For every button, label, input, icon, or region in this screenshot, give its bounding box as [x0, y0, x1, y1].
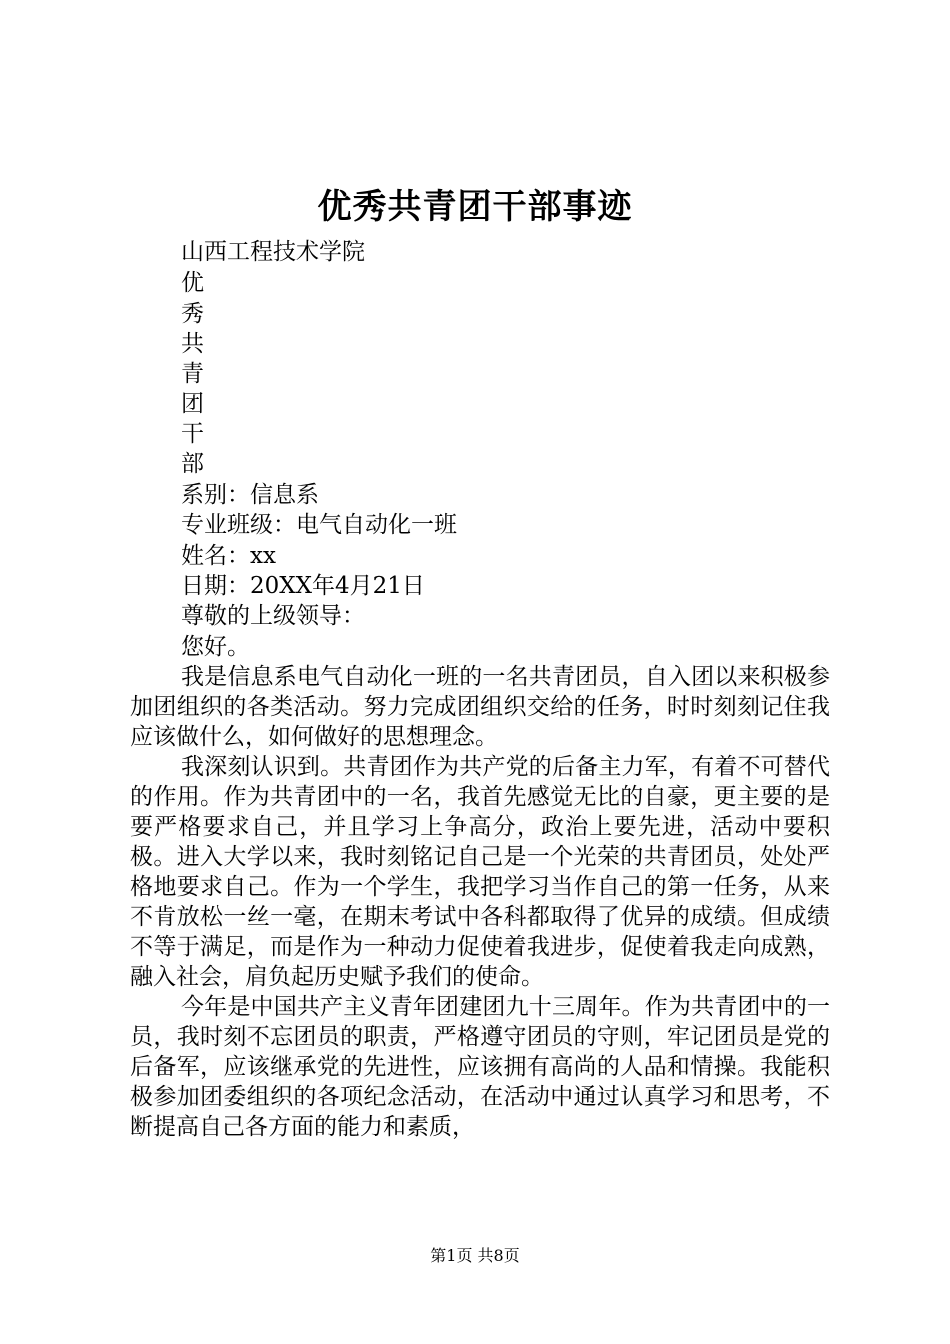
vertical-title-char: 干: [181, 421, 204, 447]
vertical-title-char: 团: [181, 391, 204, 417]
vertical-title-char: 秀: [181, 301, 204, 327]
salutation: 尊敬的上级领导：: [181, 603, 365, 629]
greeting: 您好。: [181, 634, 250, 660]
department-line: 系别：信息系: [181, 482, 319, 508]
class-line: 专业班级：电气自动化一班: [181, 512, 457, 538]
vertical-title-char: 共: [181, 331, 204, 357]
letter-body: [130, 662, 830, 1142]
document-title: 优秀共青团干部事迹: [317, 187, 633, 227]
school-name: 山西工程技术学院: [181, 239, 365, 265]
name-line: 姓名：xx: [181, 543, 276, 569]
page-number: 第1页 共8页: [430, 1246, 520, 1265]
vertical-title-char: 部: [181, 451, 204, 477]
vertical-title-char: 优: [181, 270, 204, 296]
paragraph: 今年是中国共产主义青年团建团九十三周年。作为共青团中的一员，我时刻不忘团员的职责，严格遵守团员的守则，牢记团员是党的后备军，应该继承党的先进性，应该拥有高尚的人品和情操。我能积极参加团委组织的各项纪念活动，在活动中通过认真学习和思考，不断提高自己各方面的能力和素质，: [130, 994, 830, 1140]
paragraph: 我是信息系电气自动化一班的一名共青团员，自入团以来积极参加团组织的各类活动。努力完成团组织交给的任务，时时刻刻记住我应该做什么，如何做好的思想理念。: [130, 664, 830, 750]
paragraph: 我深刻认识到。共青团作为共产党的后备主力军，有着不可替代的作用。作为共青团中的一名，我首先感觉无比的自豪，更主要的是要严格要求自己，并且学习上争高分，政治上要先进，活动中要积极。进入大学以来，我时刻铭记自己是一个光荣的共青团员，处处严格地要求自己。作为一个学生，我把学习当作自己的第一任务，从来不肯放松一丝一毫，在期末考试中各科都取得了优异的成绩。但成绩不等于满足，而是作为一种动力促使着我进步，促使着我走向成熟，融入社会，肩负起历史赋予我们的使命。: [130, 754, 830, 990]
vertical-title-char: 青: [181, 361, 204, 387]
date-line: 日期：20XX年4月21日: [181, 573, 425, 599]
